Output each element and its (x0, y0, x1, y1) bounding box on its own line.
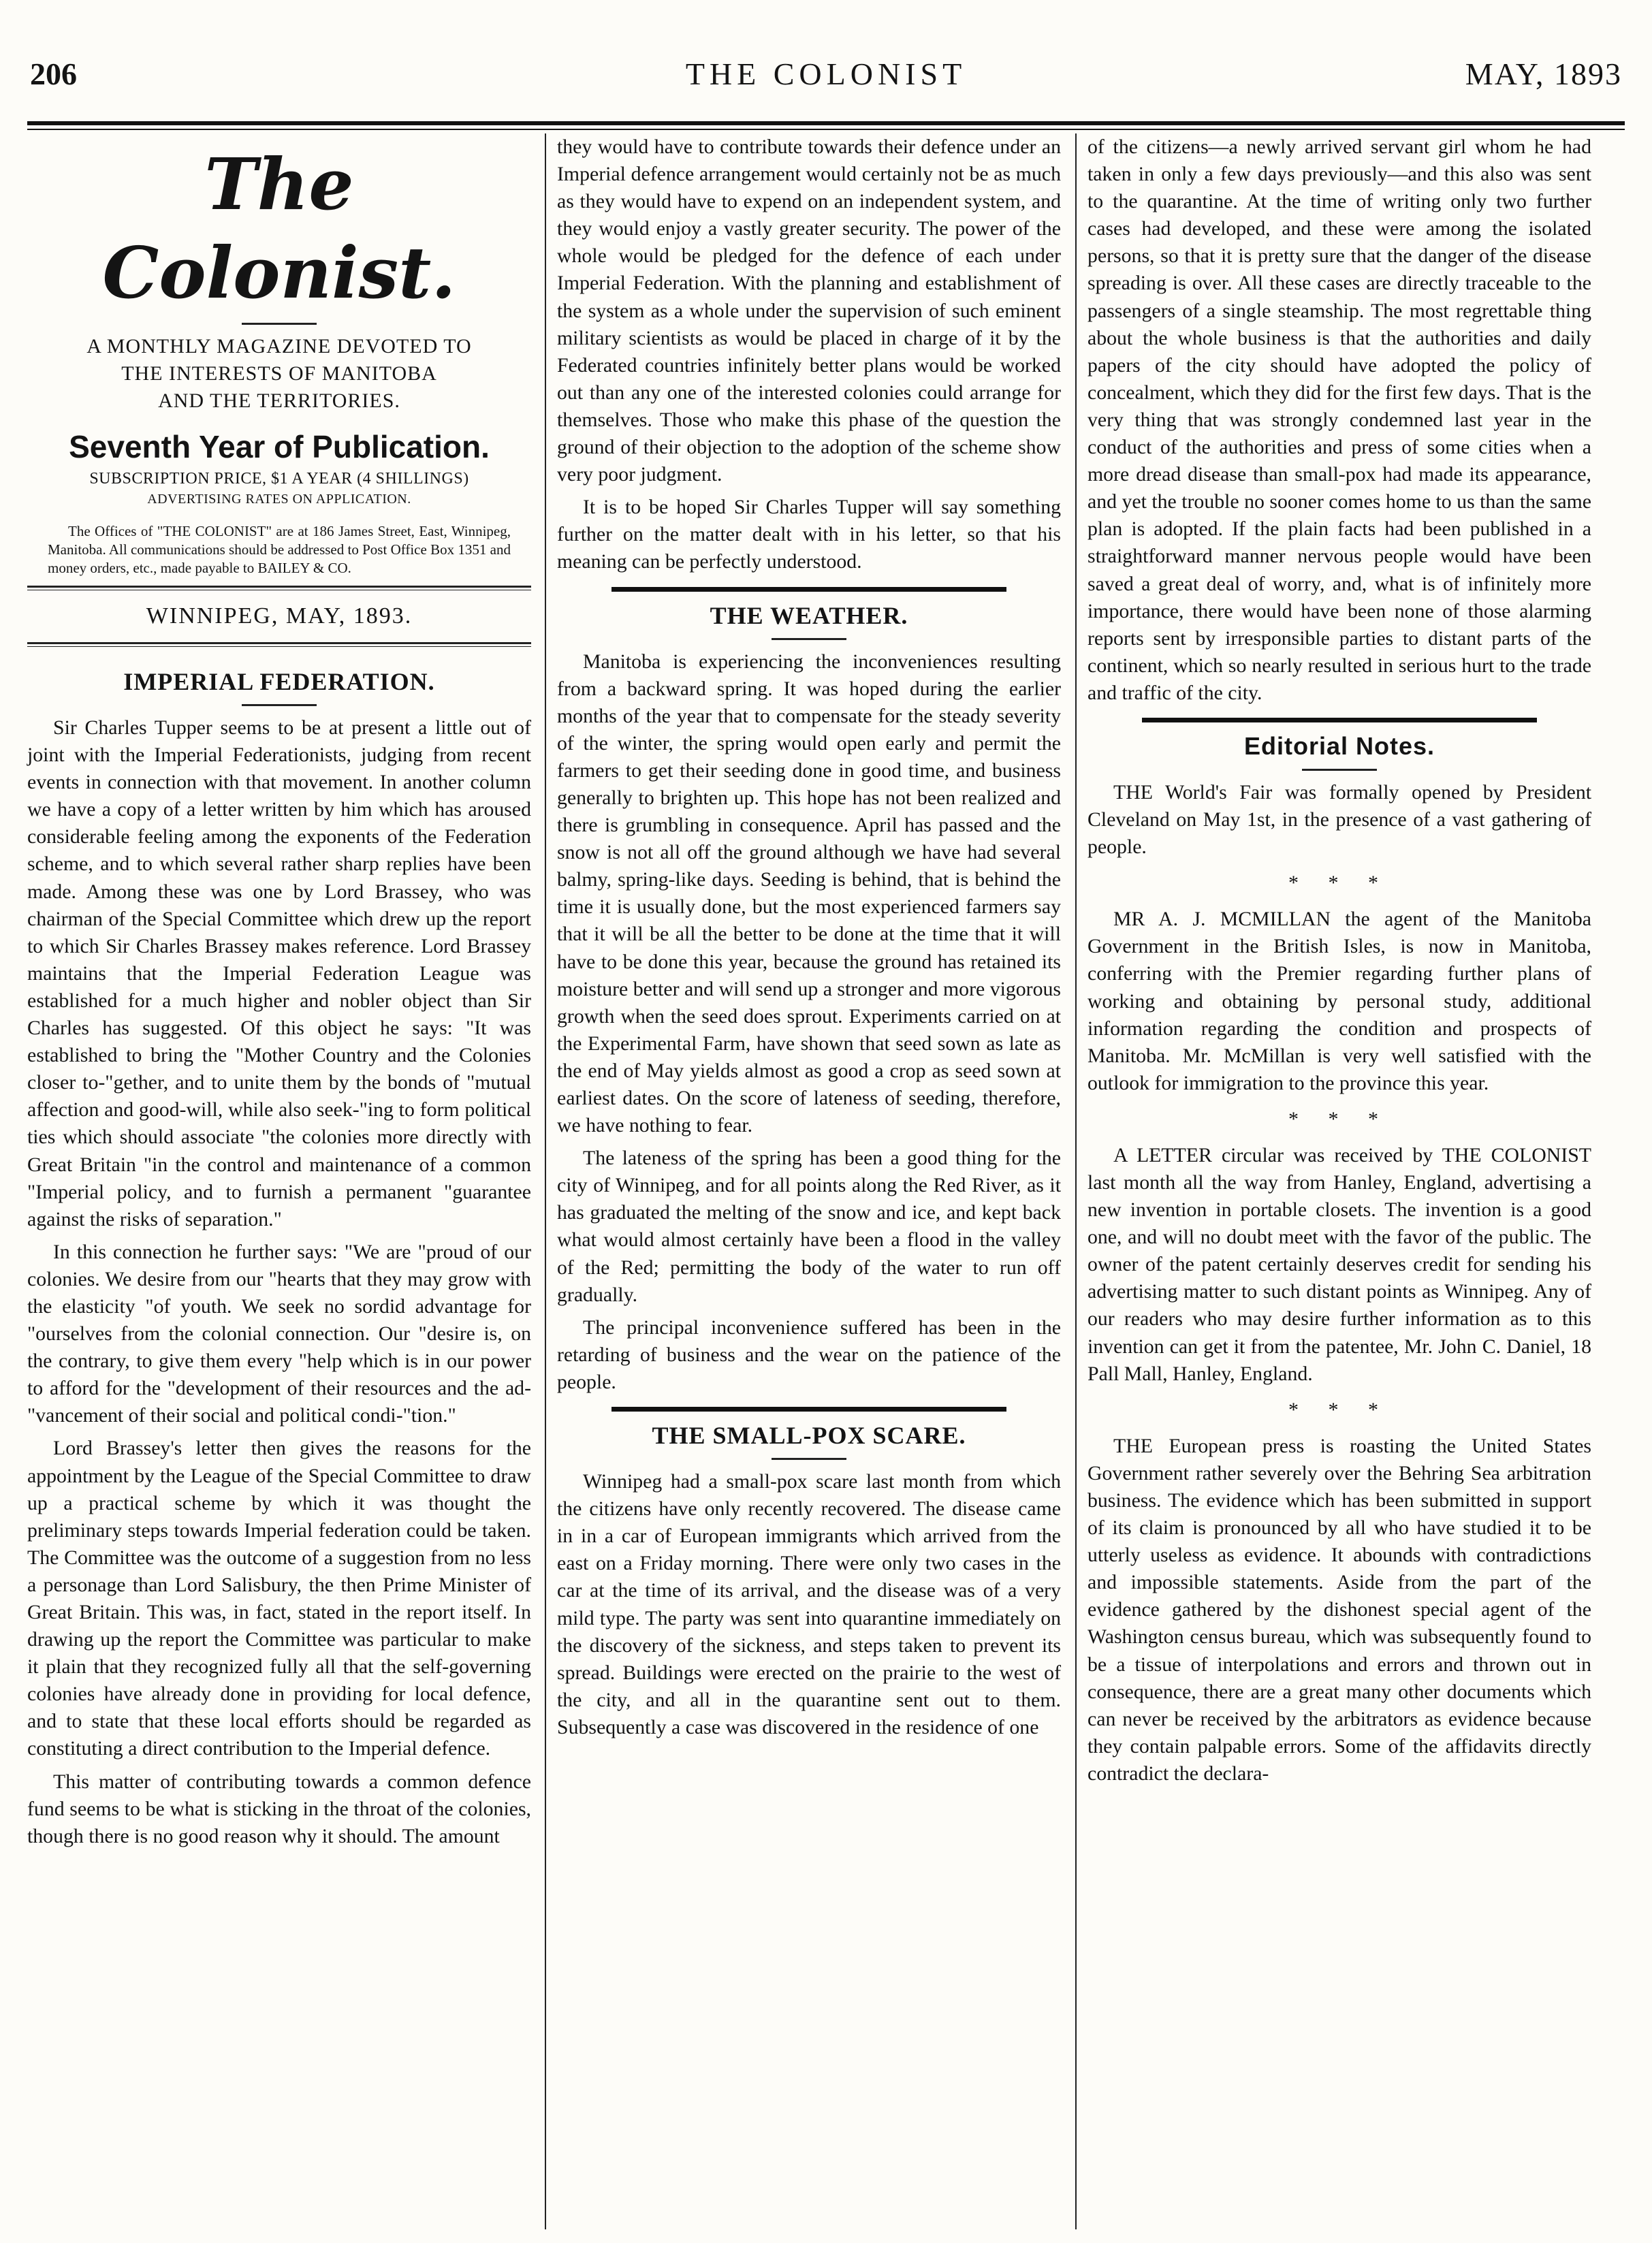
tagline-line-2: THE INTERESTS OF MANITOBA (121, 362, 437, 385)
title-rule (242, 323, 317, 325)
page-number: 206 (30, 57, 77, 91)
publication-year: Seventh Year of Publication. (69, 429, 490, 464)
offices-notice: The Offices of "THE COLONIST" are at 186 James Street, East, Winnipeg, Manitoba. All communications should be addressed to Post Office Box 1351 and money orders, etc., made payable to BAILEY & CO. (48, 523, 511, 576)
running-header (27, 56, 1625, 104)
tagline-line-3: AND THE TERRITORIES. (158, 389, 400, 412)
paragraph: Lord Brassey's letter then gives the reasons for the appointment by the League of the Special Committee to draw up a practical scheme by which it was thought the preliminary steps towards Imperial federation could be taken. The Committee was the outcome of a suggestion from no less a personage than Lord Salisbury, the then Prime Minister of Great Britain. This was, in fact, stated in the report itself. In drawing up the report the Committee was particular to make it plain that they recognized fully all that the self-governing colonies have already done in providing for local defence, and to state that these local efforts should be regarded as constituting a direct contribution to the Imperial defence. (27, 1437, 531, 1760)
paragraph: This matter of contributing towards a common defence fund seems to be what is sticking in the throat of the colonies, though there is no good reason why it should. The amount (27, 1770, 531, 1847)
running-masthead: THE COLONIST (685, 57, 967, 91)
section-rule (1142, 718, 1537, 722)
paragraph: they would have to contribute towards their defence under an Imperial defence arrangement would certainly not be as much as they would have to expend on an independent system, and they would enjoy a vastly greater security. The power of the whole would be pledged for the defence of each under Imperial Federation. With the planning and establishment of the system as a whole under the supervision of such eminent military scientists as would be placed in charge of it by the Federated countries infinitely better plans would be worked out than any one of the interested colonies could arrange for themselves. Those who make this phase of the question the ground of their objection to the adoption of the scheme show very poor judgment. (557, 136, 1061, 486)
asterism: * * * (1288, 1398, 1391, 1421)
heading-rule (1302, 769, 1377, 771)
asterism: * * * (1288, 1107, 1391, 1130)
columns (27, 133, 1625, 2229)
paragraph: Sir Charles Tupper seems to be at present a little out of joint with the Imperial Federationists, judging from recent events in connection with that movement. In another column we have a copy of a letter written by him which has aroused considerable feeling among the exponents of the Federation scheme, and to which several rather sharp replies have been made. Among these was one by Lord Brassey, who was chairman of the Special Committee which drew up the report to which Sir Charles Brassey makes reference. Lord Brassey maintains that the Imperial Federation League was established for a much higher and nobler object than Sir Charles has suggested. Of this object he says: "It was established to bring the "Mother Country and the Colonies closer to-"gether, and to unite them by the bonds of "mutual affection and good-will, while also seek-"ing to form political ties which should associate "the colonies more directly with Great Britain "in the control and maintenance of a common "Imperial policy, and to furnish a permanent "guarantee against the risks of separation." (27, 716, 531, 1230)
column-2 (557, 133, 1061, 2229)
paragraph: of the citizens—a newly arrived servant girl whom he had taken in only a few days previously—and this also was sent to the quarantine. At the time of writing only two further cases had developed, and these were among the isolated persons, so that it is pretty sure that the danger of the disease spreading is over. All these cases are directly traceable to the passengers of a single steamship. The most regrettable thing about the whole business is that the authorities and daily papers of the city should have adopted the policy of concealment, which they did for the first few days. That is the very thing that was strongly condemned last year in the conduct of the authorities and press of some cities when a more dread disease than small-pox had made its appearance, and yet the trouble no sooner comes home to us than the same plan is adopted. If the plain facts had been published in a straightforward manner nervous people would have been saved a great deal of worry, and, what is of infinitely more importance, there would have been none of those alarming reports sent by irresponsible parties to distant parts of the continent, which so nearly resulted in serious hurt to the trade and traffic of the city. (1087, 136, 1591, 704)
column-3 (1087, 133, 1591, 2229)
tagline-line-1: A MONTHLY MAGAZINE DEVOTED TO (86, 335, 472, 357)
dateline: WINNIPEG, MAY, 1893. (146, 603, 413, 629)
editorial-note: THE World's Fair was formally opened by President Cleveland on May 1st, in the presence of a vast gathering of people. (1087, 780, 1591, 859)
editorial-note: MR A. J. MCMILLAN the agent of the Manitoba Government in the British Isles, is now in Manitoba, conferring with the Premier regarding further plans of working and obtaining by personal study, additional information regarding the condition and prospects of Manitoba. Mr. McMillan is very well satisfied with the outlook for immigration to the province this year. (1087, 908, 1591, 1094)
heading-rule (242, 704, 317, 706)
masthead-title: The Colonist. (102, 142, 456, 315)
asterism: * * * (1288, 872, 1391, 895)
column-1 (27, 133, 531, 2229)
paragraph: In this connection he further says: "We are "proud of our colonies. We desire from our "hearts that they may grow with the elasticity "of youth. We seek no sordid advantage for "ourselves from the colonial connection. Our "desire is, on the contrary, to give them every "help which is in our power to afford for the "development of their resources and the ad-"vancement of their social and political condi-"tion." (27, 1240, 531, 1427)
heading-rule (772, 1458, 846, 1460)
weather-heading: THE WEATHER. (710, 601, 908, 629)
paragraph: Manitoba is experiencing the inconveniences resulting from a backward spring. It was hoped during the earlier months of the year that to compensate for the steady severity of the winter, the spring would open early and permit the farmers to get their seeding done in good time, and business generally to brighten up. This hope has not been realized and there is grumbling in consequence. April has passed and the snow is not all off the ground although we have had several balmy, spring-like days. Seeding is behind, that is behind the time it is usually done, but the most experienced farmers say that it will be all the better to be done at the time that it will have to be done this year, because the ground has retained its moisture better and will send up a stronger and more vigorous growth when the seed does sprout. Experiments carried on at the Experimental Farm, have shown that seed sown as late as the end of May yields almost as good a crop as seed sown at earliest dates. On the score of lateness of seeding, therefore, we have nothing to fear. (557, 650, 1061, 1137)
column-divider (545, 133, 546, 2229)
section-rule (611, 587, 1006, 592)
advertising-rates: ADVERTISING RATES ON APPLICATION. (147, 492, 411, 507)
header-rule (27, 121, 1625, 130)
imperial-federation-heading: IMPERIAL FEDERATION. (123, 668, 435, 695)
editorial-note: THE European press is roasting the United States Government rather severely over the Behring Sea arbitration business. The evidence which has been submitted in support of its claim is pronounced by all who have studied it to be utterly useless as evidence. It abounds with contradictions and impossible statements. Aside from the part of the evidence gathered by the dishonest special agent of the Washington census bureau, which was subsequently found to be a tissue of interpolations and errors and thrown out in consequence, there are a great many other documents which can never be received by the arbitrators as evidence because they contain palpable errors. Some of the affidavits directly contradict the declara- (1087, 1434, 1591, 1785)
paragraph: The principal inconvenience suffered has been in the retarding of business and the wear on the patience of the people. (557, 1316, 1061, 1393)
paragraph: Winnipeg had a small-pox scare last month from which the citizens have only recently recovered. The disease came in in a car of European immigrants which arrived from the east on a Friday morning. There were only two cases in the car at the time of its arrival, and the disease was of a very mild type. The party was sent into quarantine immediately on the discovery of the sickness, and steps taken to prevent its spread. Buildings were erected on the prairie to the west of the city, and all in the quarantine sent out to them. Subsequently a case was discovered in the residence of one (557, 1470, 1061, 1738)
editorial-note: A LETTER circular was received by THE COLONIST last month all the way from Hanley, England, advertising a new invention in portable closets. The invention is a good one, and will no doubt meet with the favor of the public. The owner of the patent certainly deserves credit for sending his advertising matter to such distant points as Winnipeg. Any of our readers who may desire further information as to this invention can get it from the patentee, Mr. John C. Daniel, 18 Pall Mall, Hanley, England. (1087, 1143, 1591, 1385)
heading-rule (772, 638, 846, 640)
editorial-notes-heading: Editorial Notes. (1243, 731, 1435, 760)
masthead-rule (27, 586, 531, 590)
dateline-rule (27, 642, 531, 647)
issue-date: MAY, 1893 (1465, 57, 1622, 91)
section-rule (611, 1407, 1006, 1412)
paragraph: The lateness of the spring has been a good thing for the city of Winnipeg, and for all points along the Red River, as it has graduated the melting of the snow and ice, and kept back what would almost certainly have been a flood in the valley of the Red; permitting the body of the water to run off gradually. (557, 1147, 1061, 1306)
subscription-price: SUBSCRIPTION PRICE, $1 A YEAR (4 SHILLINGS) (89, 470, 469, 488)
column-divider (1075, 133, 1077, 2229)
smallpox-heading: THE SMALL-POX SCARE. (652, 1422, 966, 1450)
paragraph: It is to be hoped Sir Charles Tupper will say something further on the matter dealt with in his letter, so that his meaning can be perfectly understood. (557, 496, 1061, 573)
